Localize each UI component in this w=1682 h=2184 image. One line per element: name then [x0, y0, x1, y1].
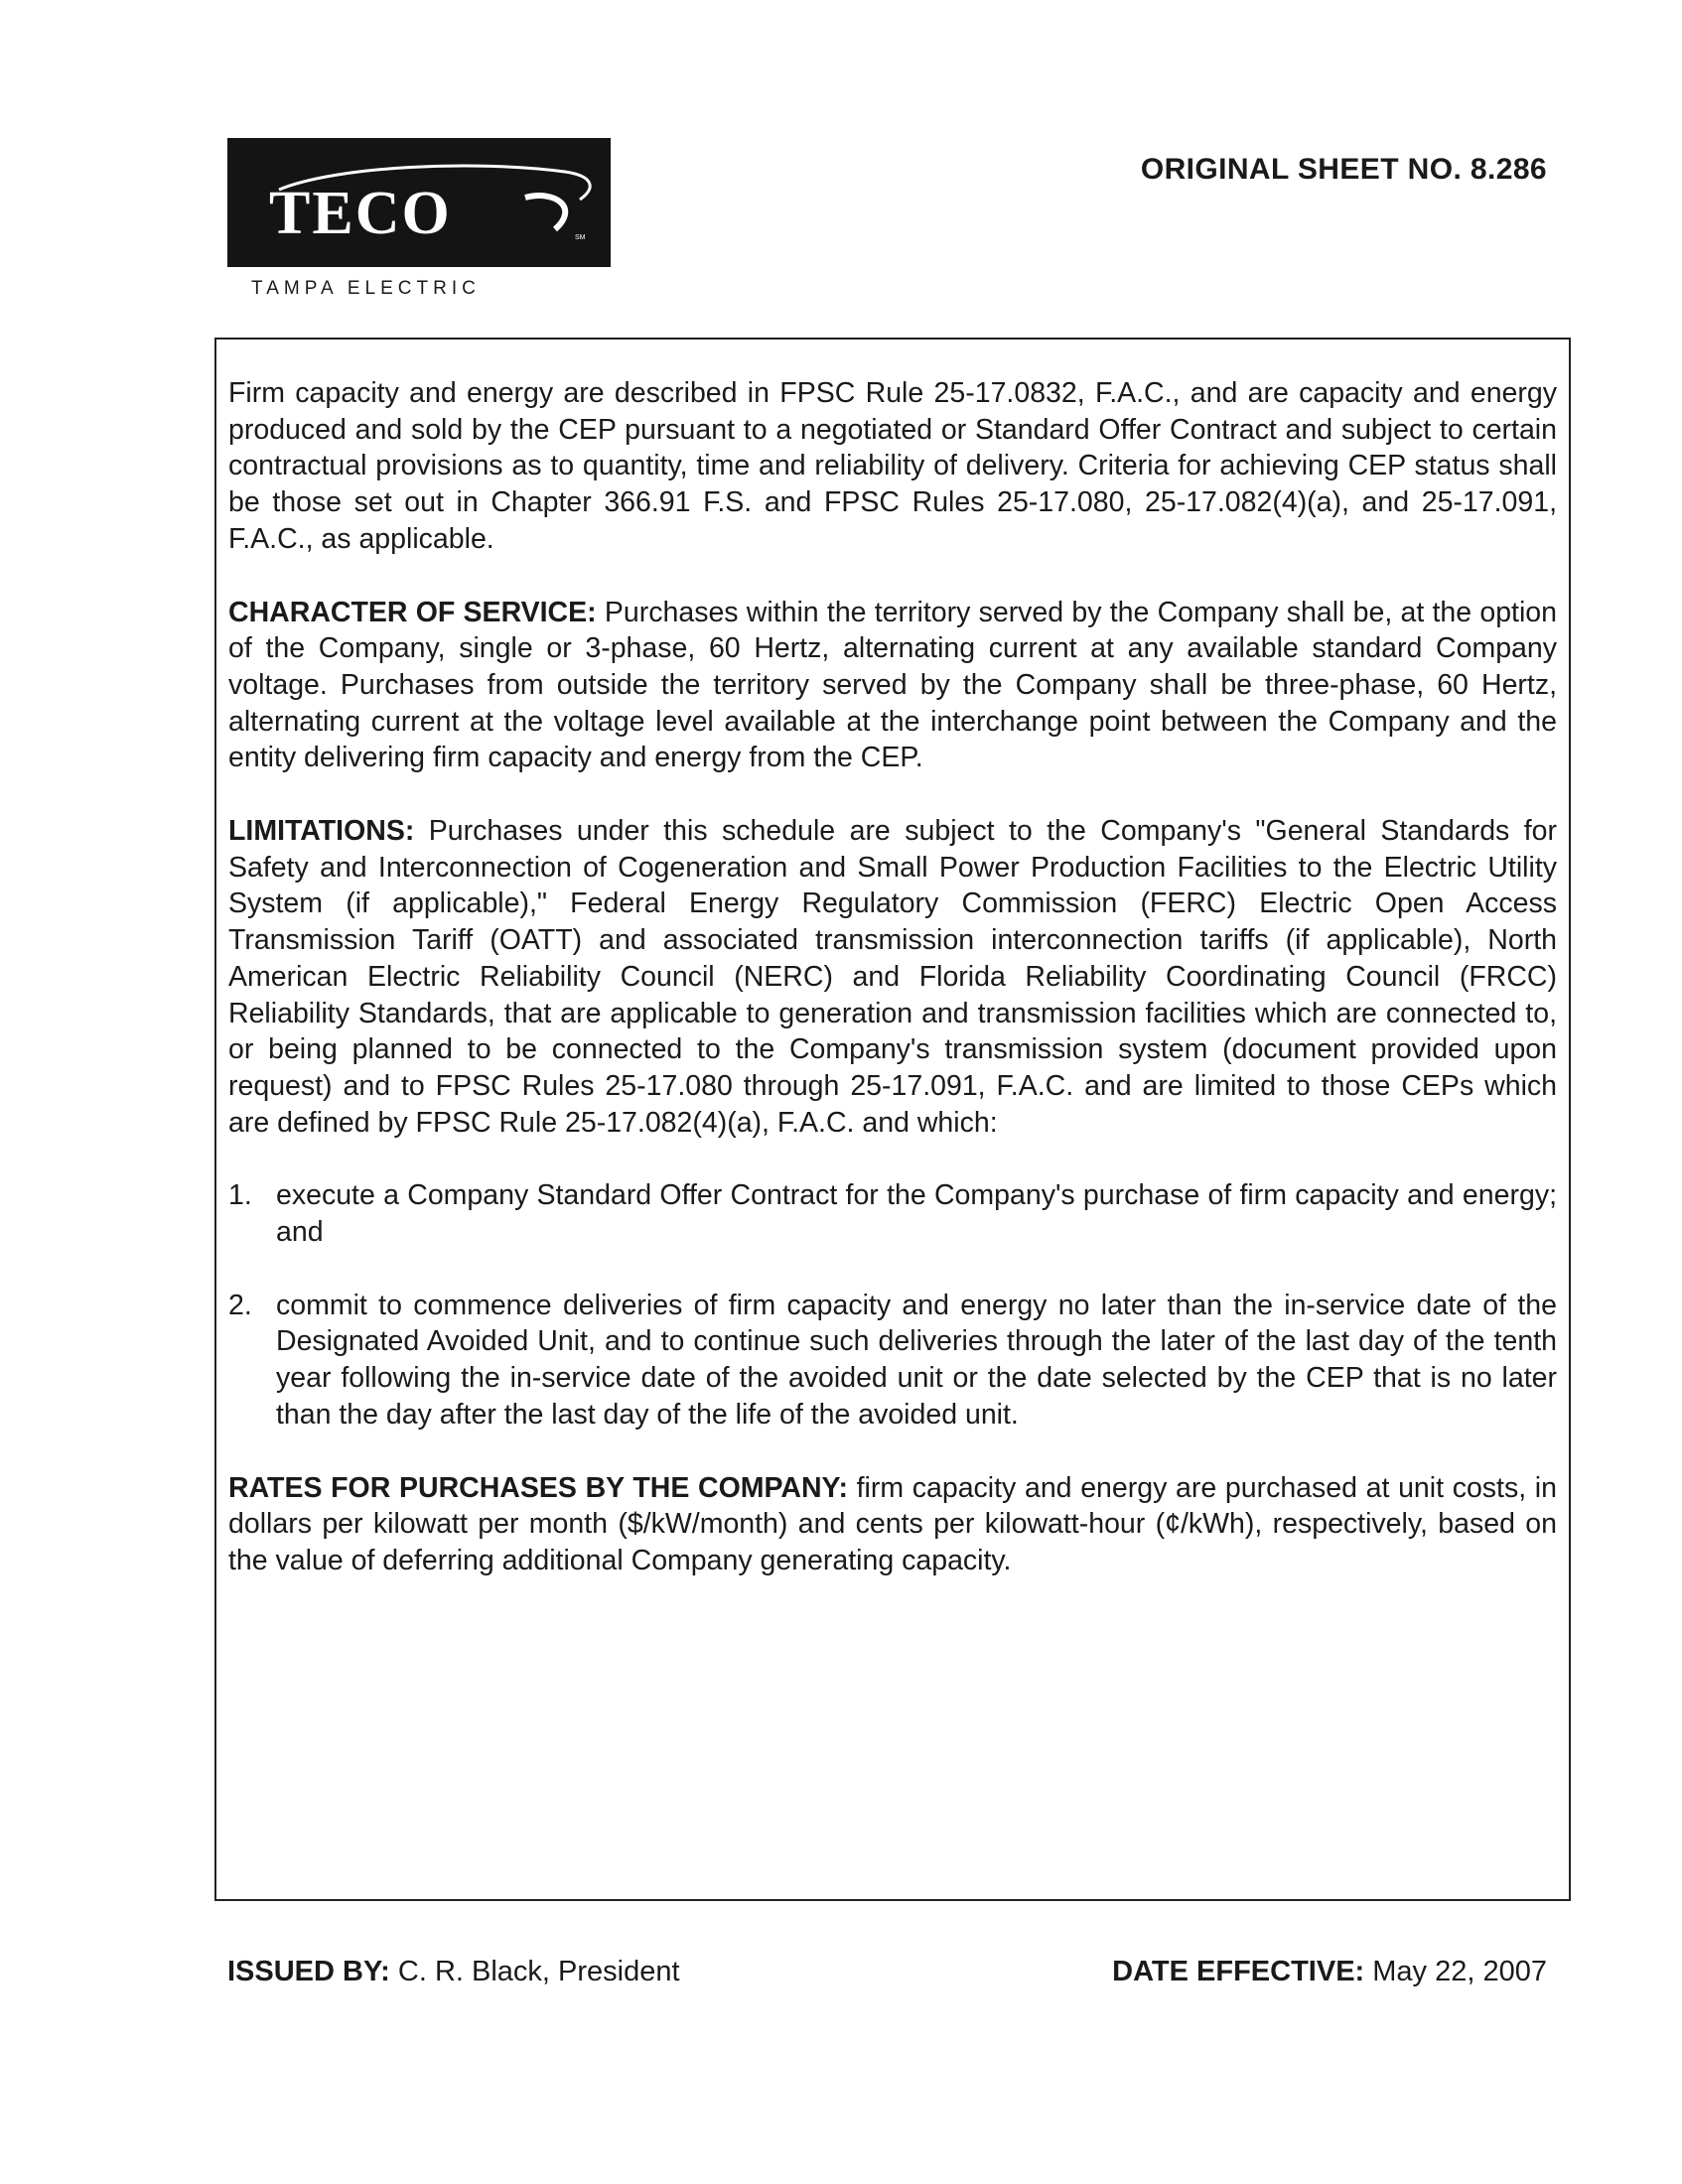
rates-heading: RATES FOR PURCHASES BY THE COMPANY:: [228, 1471, 848, 1504]
teco-logo: [227, 138, 611, 267]
logo-subtext: TAMPA ELECTRIC: [251, 278, 481, 299]
svg-text:SM: SM: [575, 234, 586, 241]
list-item-text: commit to commence deliveries of firm capacity and energy no later than the in-service date of the Designated Avoided Unit, and to continue such deliveries through the later of the last day of the tenth year following the in-service date of the avoided unit or the date selected by the CEP that is no later than the day after the last day of the life of the avoided unit.: [276, 1289, 1557, 1431]
date-effective-value: May 22, 2007: [1372, 1956, 1547, 1987]
sheet-number: ORIGINAL SHEET NO. 8.286: [1140, 153, 1547, 186]
date-effective-label: DATE EFFECTIVE:: [1112, 1956, 1365, 1987]
list-item-number: 1.: [228, 1179, 252, 1212]
intro-paragraph: Firm capacity and energy are described in FPSC Rule 25-17.0832, F.A.C., and are capacity and energy produced and sold by the CEP pursuant to a negotiated or Standard Offer Contract and subject to certain contractual provisions as to quantity, time and reliability of delivery. Criteria for achieving CEP status shall be those set out in Chapter 366.91 F.S. and FPSC Rules 25-17.080, 25-17.082(4)(a), and 25-17.091, F.A.C., as applicable.: [228, 377, 1557, 555]
character-of-service-text: Purchases within the territory served by the Company shall be, at the option of the Company, single or 3-phase, 60 Hertz, alternating current at any available standard Company voltage. Purchases from outside the territory served by the Company shall be three-phase, 60 Hertz, alternating current at the voltage level available at the interchange point between the Company and the entity delivering firm capacity and energy from the CEP.: [228, 596, 1558, 774]
rates-paragraph: [228, 1470, 1557, 1579]
character-of-service-paragraph: [228, 595, 1557, 777]
conditions-list: [228, 1177, 1557, 1433]
issued-by: [227, 1956, 680, 1988]
rates-text: firm capacity and energy are purchased at unit costs, in dollars per kilowatt per month ($/kW/month) and cents per kilowatt-hour (¢/kWh), respectively, based on the value of deferring additional Company generating capacity.: [228, 1471, 1557, 1576]
limitations-heading: LIMITATIONS:: [228, 815, 415, 848]
limitations-text: Purchases under this schedule are subject to the Company's "General Standards for Safety and Interconnection of Cogeneration and Small Power Production Facilities to the Electric Utility System (if applicable)," Federal Energy Regulatory Commission (FERC) Electric Open Access Transmission Tariff (OATT) and associated transmission interconnection tariffs (if applicable), North American Electric Reliability Council (NERC) and Florida Reliability Coordinating Council (FRCC) Reliability Standards, that are applicable to generation and transmission facilities which are connected to, or being planned to be connected to the Company's transmission system (document provided upon request) and to FPSC Rules 25-17.080 through 25-17.091, F.A.C. and are limited to those CEPs which are defined by FPSC Rule 25-17.082(4)(a), F.A.C. and which:: [228, 815, 1558, 1139]
issued-by-value: C. R. Black, President: [397, 1956, 680, 1987]
issued-by-label: ISSUED BY:: [227, 1956, 390, 1987]
logo-wordmark: TECO: [269, 180, 452, 247]
list-item-text: execute a Company Standard Offer Contract for the Company's purchase of firm capacity and energy; and: [276, 1179, 1557, 1249]
list-item-number: 2.: [228, 1289, 252, 1321]
list-item: [228, 1288, 1557, 1433]
date-effective: [1112, 1956, 1547, 1988]
tariff-content-box: [214, 338, 1571, 1901]
character-of-service-heading: CHARACTER OF SERVICE:: [228, 596, 597, 628]
teco-logo-mark: [227, 138, 611, 267]
limitations-paragraph: [228, 813, 1557, 1141]
list-item: [228, 1177, 1557, 1250]
